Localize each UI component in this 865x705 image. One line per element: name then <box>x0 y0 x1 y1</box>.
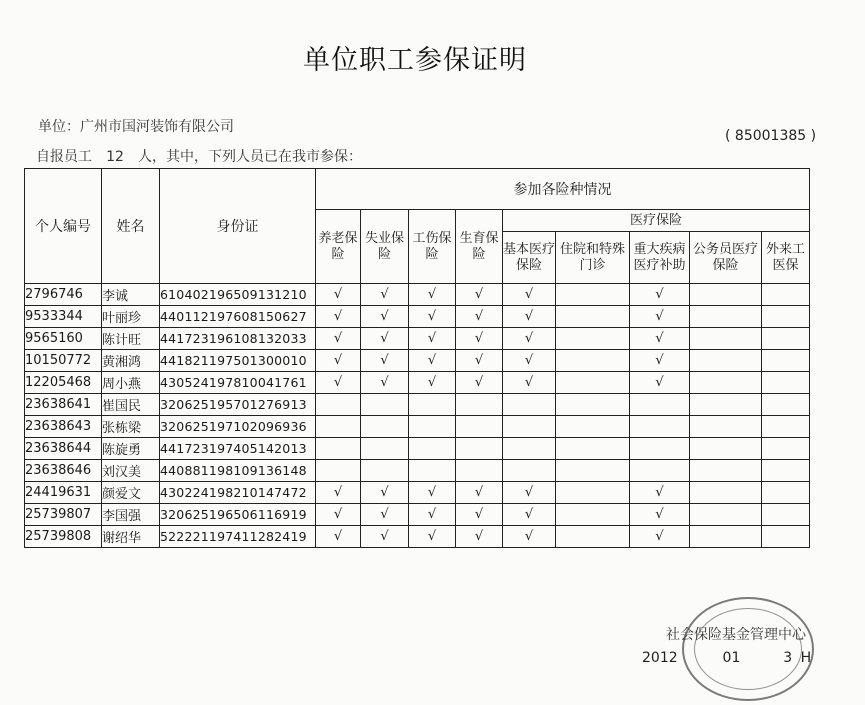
check-mark <box>556 504 630 526</box>
check-mark <box>503 438 556 460</box>
name-cell: 刘汉美 <box>102 460 160 482</box>
id-card-cell: 441723196108132033 <box>160 328 316 350</box>
check-mark <box>503 394 556 416</box>
check-mark: √ <box>361 328 409 350</box>
check-mark: √ <box>456 526 503 548</box>
check-mark <box>690 328 762 350</box>
id-card-cell: 441723197405142013 <box>160 438 316 460</box>
personal-id-cell: 2796746 <box>25 284 102 306</box>
check-mark: √ <box>456 284 503 306</box>
check-mark <box>630 438 690 460</box>
check-mark: √ <box>361 306 409 328</box>
insurance-table <box>24 168 810 548</box>
table-row <box>25 306 810 328</box>
check-mark <box>456 416 503 438</box>
check-mark <box>556 328 630 350</box>
check-mark <box>361 460 409 482</box>
official-seal <box>682 597 814 701</box>
check-mark <box>556 394 630 416</box>
id-card-cell: 610402196509131210 <box>160 284 316 306</box>
name-cell: 周小燕 <box>102 372 160 394</box>
table-row <box>25 350 810 372</box>
table-row <box>25 394 810 416</box>
check-mark: √ <box>409 350 456 372</box>
check-mark <box>690 460 762 482</box>
check-mark: √ <box>316 482 361 504</box>
header-unemployment: 失业保险 <box>361 210 409 284</box>
check-mark: √ <box>456 504 503 526</box>
check-mark <box>556 482 630 504</box>
check-mark <box>409 416 456 438</box>
id-card-cell: 430224198210147472 <box>160 482 316 504</box>
name-cell: 张栋梁 <box>102 416 160 438</box>
id-card-cell: 320625195701276913 <box>160 394 316 416</box>
personal-id-cell: 23638646 <box>25 460 102 482</box>
check-mark <box>762 394 810 416</box>
personal-id-cell: 25739807 <box>25 504 102 526</box>
name-cell: 李诚 <box>102 284 160 306</box>
check-mark: √ <box>456 328 503 350</box>
id-card-cell: 522221197411282419 <box>160 526 316 548</box>
check-mark: √ <box>503 328 556 350</box>
header-injury: 工伤保险 <box>409 210 456 284</box>
check-mark <box>556 350 630 372</box>
check-mark <box>409 438 456 460</box>
check-mark <box>762 526 810 548</box>
check-mark <box>361 438 409 460</box>
header-name: 姓名 <box>102 169 160 284</box>
check-mark: √ <box>316 306 361 328</box>
check-mark: √ <box>456 482 503 504</box>
table-row <box>25 438 810 460</box>
check-mark: √ <box>630 504 690 526</box>
check-mark <box>556 416 630 438</box>
check-mark <box>690 394 762 416</box>
check-mark: √ <box>361 284 409 306</box>
id-card-cell: 440112197608150627 <box>160 306 316 328</box>
check-mark <box>456 394 503 416</box>
check-mark <box>630 416 690 438</box>
check-mark: √ <box>409 328 456 350</box>
personal-id-cell: 23638644 <box>25 438 102 460</box>
check-mark: √ <box>316 526 361 548</box>
check-mark: √ <box>630 328 690 350</box>
name-cell: 崔国民 <box>102 394 160 416</box>
name-cell: 颜爱文 <box>102 482 160 504</box>
check-mark <box>690 482 762 504</box>
table-row <box>25 526 810 548</box>
check-mark: √ <box>456 372 503 394</box>
header-civil-servant: 公务员医疗保险 <box>690 232 762 284</box>
check-mark: √ <box>409 526 456 548</box>
issue-day-suffix: H <box>800 650 812 666</box>
check-mark: √ <box>361 526 409 548</box>
check-mark: √ <box>409 504 456 526</box>
header-foreign-worker: 外来工医保 <box>762 232 810 284</box>
check-mark: √ <box>503 526 556 548</box>
check-mark: √ <box>630 284 690 306</box>
check-mark: √ <box>316 328 361 350</box>
check-mark: √ <box>630 306 690 328</box>
personal-id-cell: 24419631 <box>25 482 102 504</box>
employer-code: ( 85001385 ) <box>725 128 817 144</box>
check-mark: √ <box>503 372 556 394</box>
employee-count-line <box>36 146 362 166</box>
header-basic-medical: 基本医疗保险 <box>503 232 556 284</box>
id-card-cell: 320625196506116919 <box>160 504 316 526</box>
table-row <box>25 372 810 394</box>
personal-id-cell: 25739808 <box>25 526 102 548</box>
check-mark: √ <box>361 372 409 394</box>
table-row <box>25 328 810 350</box>
personal-id-cell: 9533344 <box>25 306 102 328</box>
check-mark <box>690 416 762 438</box>
check-mark <box>409 394 456 416</box>
check-mark <box>361 394 409 416</box>
check-mark: √ <box>630 372 690 394</box>
header-inpatient: 住院和特殊门诊 <box>556 232 630 284</box>
name-cell: 陈旋勇 <box>102 438 160 460</box>
header-id-card: 身份证 <box>160 169 316 284</box>
check-mark <box>556 438 630 460</box>
personal-id-cell: 23638643 <box>25 416 102 438</box>
check-mark <box>556 526 630 548</box>
check-mark <box>690 284 762 306</box>
name-cell: 黄湘鸿 <box>102 350 160 372</box>
header-major-disease: 重大疾病医疗补助 <box>630 232 690 284</box>
check-mark <box>690 504 762 526</box>
name-cell: 谢绍华 <box>102 526 160 548</box>
check-mark <box>762 482 810 504</box>
check-mark <box>762 350 810 372</box>
check-mark: √ <box>503 482 556 504</box>
check-mark: √ <box>503 306 556 328</box>
check-mark: √ <box>456 350 503 372</box>
check-mark <box>690 372 762 394</box>
check-mark <box>762 504 810 526</box>
header-maternity: 生育保险 <box>456 210 503 284</box>
check-mark <box>316 438 361 460</box>
issue-month: 01 <box>722 650 741 666</box>
check-mark: √ <box>361 350 409 372</box>
count-prefix: 自报员工 <box>36 149 92 165</box>
id-card-cell: 440881198109136148 <box>160 460 316 482</box>
check-mark: √ <box>316 284 361 306</box>
id-card-cell: 430524197810041761 <box>160 372 316 394</box>
check-mark <box>690 438 762 460</box>
employer-name: 单位：广州市国河装饰有限公司 <box>38 119 234 135</box>
check-mark: √ <box>409 372 456 394</box>
personal-id-cell: 23638641 <box>25 394 102 416</box>
check-mark <box>762 306 810 328</box>
check-mark <box>762 438 810 460</box>
table-row <box>25 460 810 482</box>
issue-day: 3 <box>783 650 793 666</box>
header-medical-group: 医疗保险 <box>503 210 810 232</box>
check-mark <box>503 416 556 438</box>
check-mark: √ <box>316 350 361 372</box>
check-mark <box>690 526 762 548</box>
check-mark <box>762 460 810 482</box>
personal-id-cell: 12205468 <box>25 372 102 394</box>
check-mark <box>556 372 630 394</box>
check-mark <box>762 284 810 306</box>
count-suffix: 人，其中，下列人员已在我市参保： <box>138 149 362 165</box>
check-mark: √ <box>361 504 409 526</box>
header-personal-id: 个人编号 <box>25 169 102 284</box>
table-row <box>25 284 810 306</box>
check-mark <box>690 306 762 328</box>
name-cell: 叶丽珍 <box>102 306 160 328</box>
check-mark: √ <box>456 306 503 328</box>
check-mark <box>690 350 762 372</box>
id-card-cell: 441821197501300010 <box>160 350 316 372</box>
check-mark <box>630 460 690 482</box>
check-mark <box>556 306 630 328</box>
table-row <box>25 504 810 526</box>
check-mark: √ <box>503 284 556 306</box>
document-title: 单位职工参保证明 <box>303 45 527 76</box>
header-pension: 养老保险 <box>316 210 361 284</box>
id-card-cell: 320625197102096936 <box>160 416 316 438</box>
check-mark: √ <box>316 372 361 394</box>
personal-id-cell: 10150772 <box>25 350 102 372</box>
check-mark <box>409 460 456 482</box>
check-mark <box>316 460 361 482</box>
check-mark: √ <box>630 526 690 548</box>
check-mark <box>630 394 690 416</box>
name-cell: 陈计旺 <box>102 328 160 350</box>
name-cell: 李国强 <box>102 504 160 526</box>
check-mark <box>762 328 810 350</box>
table-row <box>25 482 810 504</box>
check-mark <box>503 460 556 482</box>
personal-id-cell: 9565160 <box>25 328 102 350</box>
check-mark <box>316 394 361 416</box>
issue-date <box>642 650 815 666</box>
check-mark: √ <box>630 350 690 372</box>
check-mark: √ <box>409 306 456 328</box>
check-mark <box>762 372 810 394</box>
issue-year: 2012 <box>642 650 678 666</box>
issuing-organization: 社会保险基金管理中心 <box>666 627 806 643</box>
employee-count: 12 <box>106 149 124 165</box>
check-mark <box>316 416 361 438</box>
check-mark <box>762 416 810 438</box>
check-mark: √ <box>409 482 456 504</box>
check-mark <box>556 284 630 306</box>
header-insurance-group: 参加各险种情况 <box>316 169 810 210</box>
check-mark: √ <box>503 350 556 372</box>
check-mark: √ <box>503 504 556 526</box>
check-mark <box>456 460 503 482</box>
check-mark <box>361 416 409 438</box>
check-mark: √ <box>409 284 456 306</box>
check-mark <box>556 460 630 482</box>
check-mark: √ <box>361 482 409 504</box>
check-mark: √ <box>316 504 361 526</box>
table-row <box>25 416 810 438</box>
check-mark <box>456 438 503 460</box>
check-mark: √ <box>630 482 690 504</box>
